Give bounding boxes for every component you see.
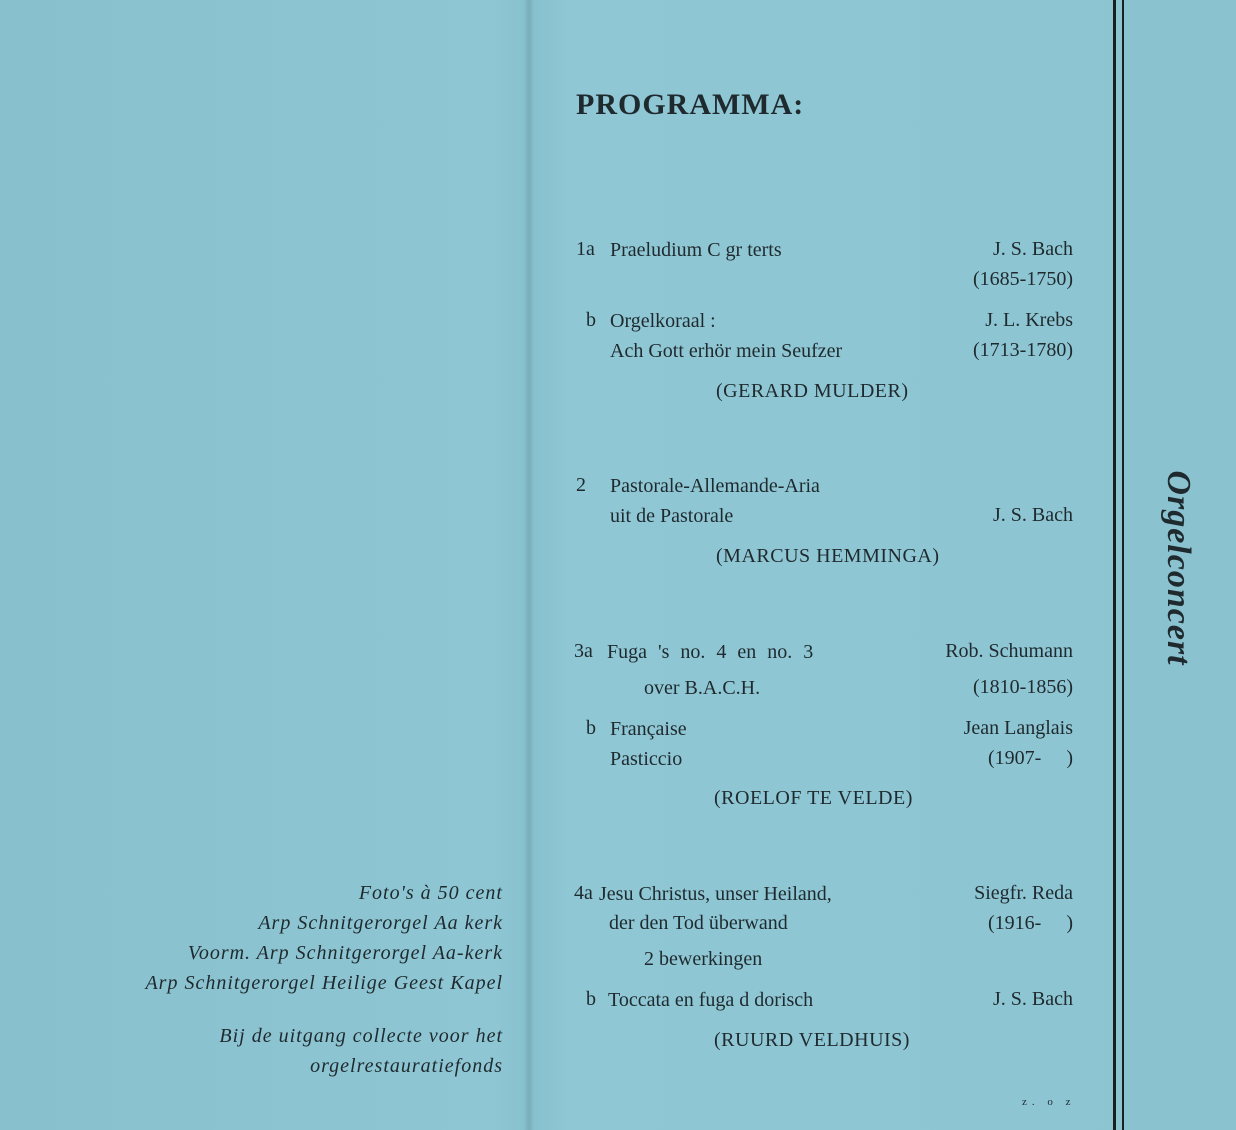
- item-number: 4a: [574, 882, 593, 904]
- piece-subtitle: over B.A.C.H.: [644, 677, 761, 699]
- cover-rule-right: [1122, 0, 1124, 1130]
- photo-caption: Arp Schnitgerorgel Heilige Geest Kapel: [145, 972, 503, 994]
- composer-name: Siegfr. Reda: [974, 882, 1073, 904]
- piece-title: Pastorale-Allemande-Aria: [610, 475, 820, 497]
- piece-title: Toccata en fuga d dorisch: [608, 989, 814, 1011]
- performer-name: (GERARD MULDER): [716, 380, 909, 402]
- item-number: b: [586, 717, 596, 739]
- piece-title: Française: [610, 718, 687, 740]
- item-number: 2: [576, 474, 586, 496]
- composer-name: J. S. Bach: [993, 238, 1073, 260]
- composer-dates: (1810-1856): [973, 676, 1073, 698]
- collection-note: orgelrestauratiefonds: [310, 1055, 503, 1077]
- item-number: 1a: [576, 238, 595, 260]
- cover-rule-left: [1113, 0, 1116, 1130]
- photo-caption: Voorm. Arp Schnitgerorgel Aa-kerk: [187, 942, 503, 964]
- composer-dates: (1685-1750): [973, 268, 1073, 290]
- item-number: b: [586, 988, 596, 1010]
- composer-name: J. L. Krebs: [985, 309, 1073, 331]
- photo-caption: Arp Schnitgerorgel Aa kerk: [258, 912, 503, 934]
- piece-subtitle: Pasticcio: [610, 748, 683, 770]
- composer-name: Jean Langlais: [963, 717, 1073, 739]
- piece-note: 2 bewerkingen: [644, 948, 763, 970]
- performer-name: (ROELOF TE VELDE): [714, 787, 913, 809]
- cover-title: Orgelconcert: [1160, 470, 1197, 666]
- item-number: 3a: [574, 640, 593, 662]
- programme-title: PROGRAMMA:: [576, 88, 805, 121]
- piece-title: Praeludium C gr terts: [610, 239, 782, 261]
- composer-dates: (1713-1780): [973, 339, 1073, 361]
- piece-title: Jesu Christus, unser Heiland,: [599, 883, 832, 905]
- collection-note: Bij de uitgang collecte voor het: [219, 1025, 503, 1047]
- piece-subtitle: der den Tod überwand: [609, 912, 788, 934]
- item-number: b: [586, 309, 596, 331]
- turn-over-note: z. o z: [1022, 1096, 1076, 1108]
- composer-name: Rob. Schumann: [945, 640, 1073, 662]
- piece-title: Fuga 's no. 4 en no. 3: [607, 641, 814, 663]
- piece-title: Orgelkoraal :: [610, 310, 716, 332]
- piece-subtitle: Ach Gott erhör mein Seufzer: [610, 340, 843, 362]
- composer-name: J. S. Bach: [993, 504, 1073, 526]
- fold-crease: [524, 0, 534, 1130]
- composer-name: J. S. Bach: [993, 988, 1073, 1010]
- photo-price-note: Foto's à 50 cent: [358, 882, 503, 904]
- performer-name: (MARCUS HEMMINGA): [716, 545, 940, 567]
- composer-dates: (1907- ): [988, 747, 1073, 769]
- piece-subtitle: uit de Pastorale: [610, 505, 734, 527]
- performer-name: (RUURD VELDHUIS): [714, 1029, 910, 1051]
- composer-dates: (1916- ): [988, 912, 1073, 934]
